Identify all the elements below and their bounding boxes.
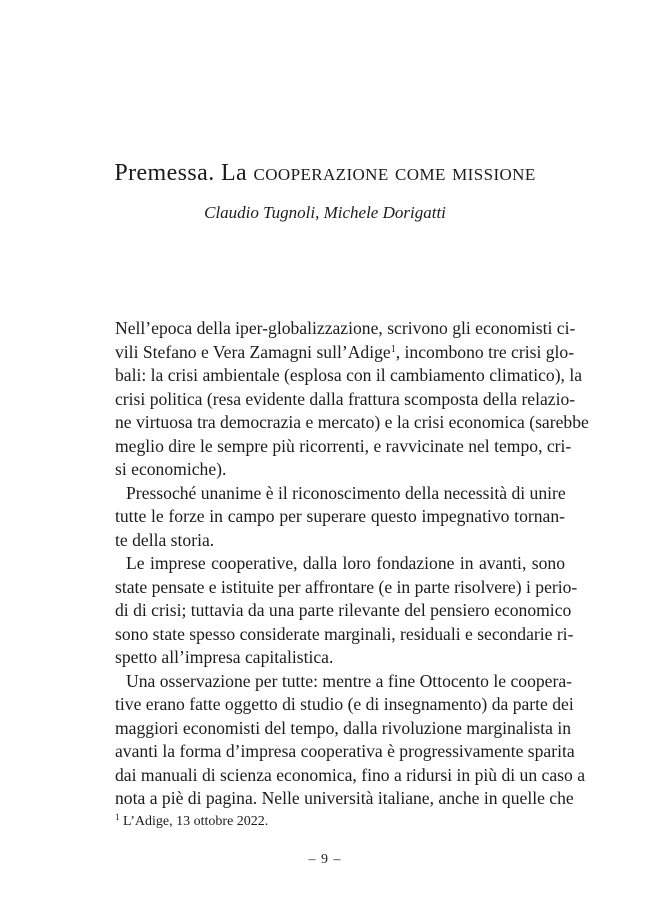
footnote	[115, 814, 268, 830]
text-line: Una osservazione per tutte: mentre a fine Ottocento le coopera-	[126, 670, 573, 691]
text-line: di di crisi; tuttavia da una parte rilevante del pensiero economico	[115, 600, 572, 620]
chapter-title	[60, 160, 590, 187]
text-line: sono state spesso considerate marginali, residuali e secondarie ri-	[115, 623, 574, 644]
text-line: state pensate e istituite per affrontare (e in parte risolvere) i perio-	[115, 576, 578, 597]
chapter-title-lead: Premessa. La	[114, 160, 248, 186]
text-line: maggiori economisti del tempo, dalla rivoluzione marginalista in	[115, 717, 572, 738]
chapter-authors: Claudio Tugnoli, Michele Dorigatti	[204, 203, 446, 222]
text-line: bali: la crisi ambientale (esplosa con il cambiamento climatico), la	[115, 365, 583, 385]
text-line: avanti la forma d’impresa cooperativa è progressivamente sparita	[115, 741, 575, 761]
page-number: – 9 –	[308, 852, 342, 867]
text-line: tutte le forze in campo per superare questo impegnativo tornan-	[115, 506, 565, 526]
text-line: dai manuali di scienza economica, fino a ridursi in più di un caso a	[115, 764, 585, 785]
text-line: te della storia.	[115, 529, 215, 550]
text-fragment: , incombono tre crisi glo-	[395, 341, 575, 362]
text-line: si economiche).	[115, 459, 227, 479]
body-text	[115, 317, 589, 811]
text-line: Le imprese cooperative, dalla loro fondazione in avanti, sono	[126, 553, 565, 573]
text-line: meglio dire le sempre più ricorrenti, e ravvicinate nel tempo, cri-	[115, 435, 572, 456]
text-fragment: vili Stefano e Vera Zamagni sull’Adige	[115, 341, 391, 362]
chapter-title-rest: cooperazione come missione	[253, 160, 536, 186]
text-line: tive erano fatte oggetto di studio (e di insegnamento) da parte dei	[115, 694, 574, 714]
text-line: Pressoché unanime è il riconoscimento della necessità di unire	[126, 482, 566, 503]
text-line: nota a piè di pagina. Nelle università italiane, anche in quelle che	[115, 788, 574, 808]
text-line: spetto all’impresa capitalistica.	[115, 647, 334, 667]
text-line: ne virtuosa tra democrazia e mercato) e la crisi economica (sarebbe	[115, 412, 589, 432]
footnote-reference[interactable]: 1	[390, 343, 396, 355]
footnote-number: 1	[115, 812, 120, 822]
text-line: crisi politica (resa evidente dalla frattura scomposta della relazio-	[115, 388, 576, 409]
footnote-text: L’Adige, 13 ottobre 2022.	[123, 814, 269, 829]
text-line: Nell’epoca della iper-globalizzazione, scrivono gli economisti ci-	[115, 318, 576, 338]
text-line	[115, 341, 575, 365]
